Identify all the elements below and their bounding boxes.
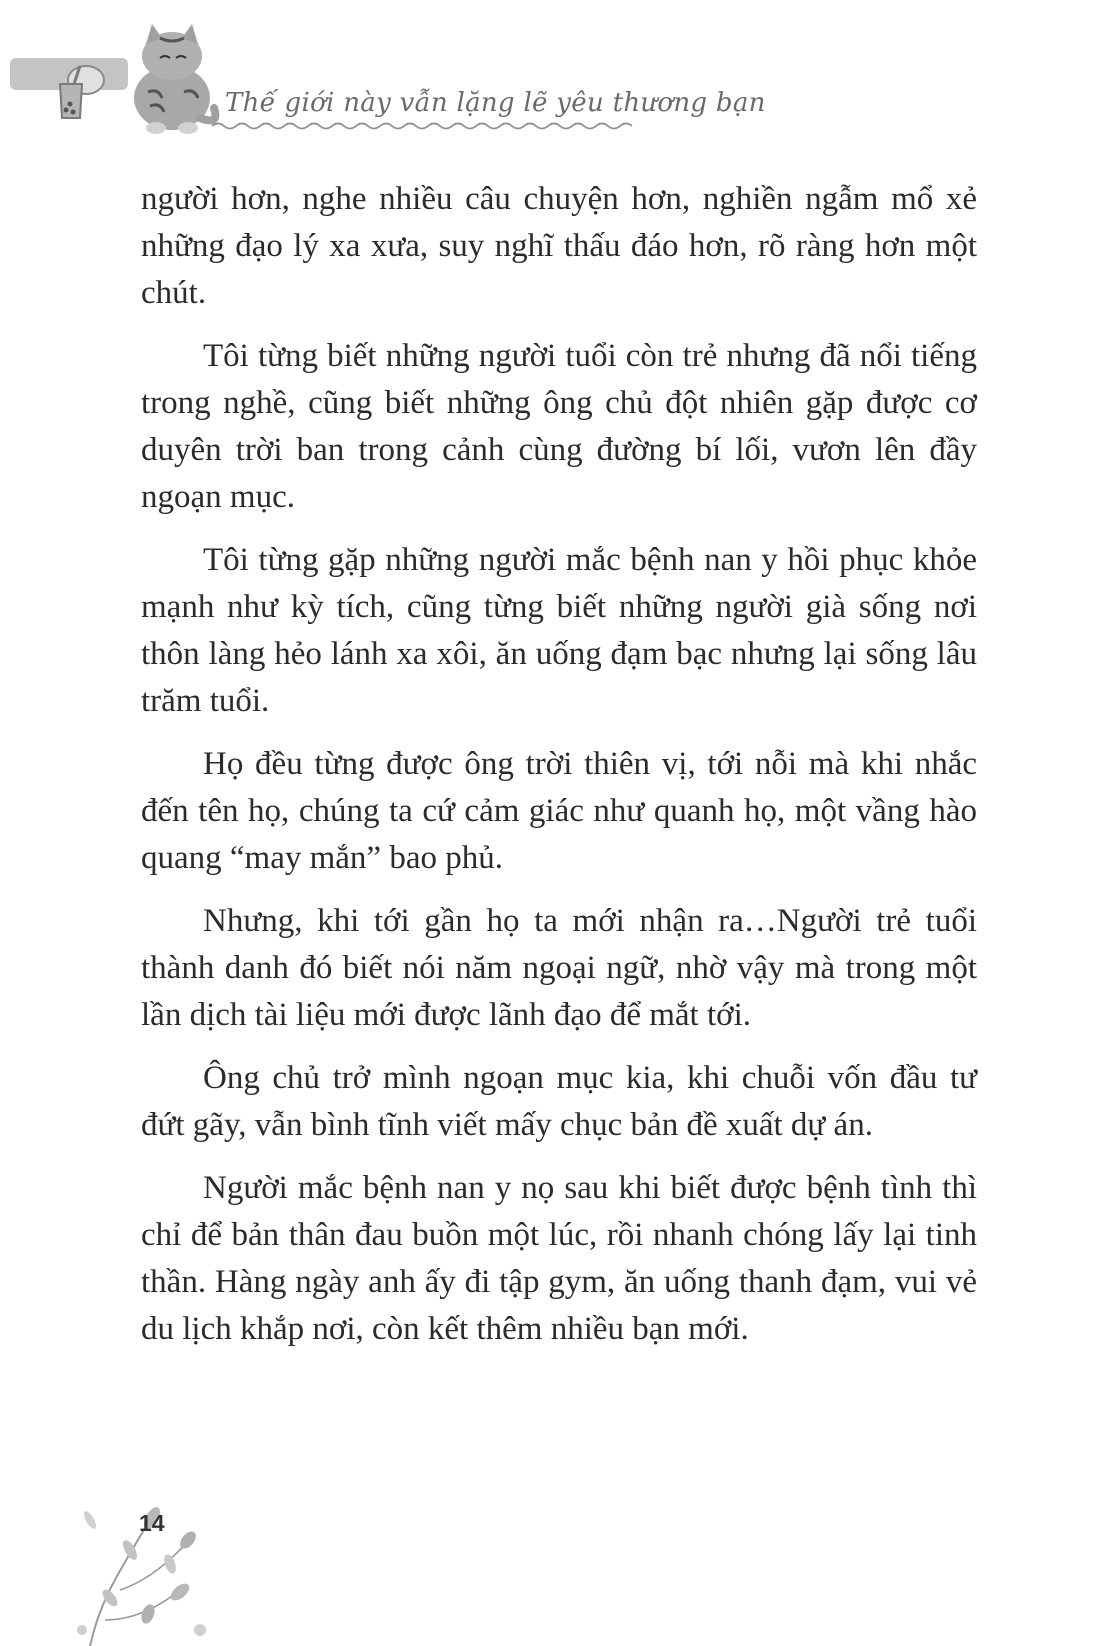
paragraph: Nhưng, khi tới gần họ ta mới nhận ra…Người trẻ tuổi thành danh đó biết nói năm ngoại ngữ, nhờ vậy mà trong một lần dịch tài liệu mới được lãnh đạo để mắt tới. (141, 903, 977, 1033)
page-number: 14 (139, 1510, 165, 1536)
paragraph: người hơn, nghe nhiều câu chuyện hơn, nghiền ngẫm mổ xẻ những đạo lý xa xưa, suy nghĩ thấu đáo hơn, rõ ràng hơn một chút. (141, 181, 977, 311)
cat-hand-bubble-tea-icon (0, 0, 660, 160)
floral-branch-icon (60, 1480, 220, 1646)
paragraph: Người mắc bệnh nan y nọ sau khi biết được bệnh tình thì chỉ để bản thân đau buồn một lúc, rồi nhanh chóng lấy lại tinh thần. Hàng ngày anh ấy đi tập gym, ăn uống thanh đạm, vui vẻ du lịch khắp nơi, còn kết thêm nhiều bạn mới. (141, 1170, 977, 1347)
running-header-title: Thế giới này vẫn lặng lẽ yêu thương bạn (225, 88, 766, 118)
paragraph: Họ đều từng được ông trời thiên vị, tới nỗi mà khi nhắc đến tên họ, chúng ta cứ cảm giác như quanh họ, một vầng hào quang “may mắn” bao phủ. (141, 746, 977, 876)
paragraph: Ông chủ trở mình ngoạn mục kia, khi chuỗi vốn đầu tư đứt gãy, vẫn bình tĩnh viết mấy chục bản đề xuất dự án. (141, 1060, 977, 1143)
paragraph: Tôi từng biết những người tuổi còn trẻ nhưng đã nổi tiếng trong nghề, cũng biết những ông chủ đột nhiên gặp được cơ duyên trời ban trong cảnh cùng đường bí lối, vươn lên đầy ngoạn mục. (141, 338, 977, 515)
paragraph: Tôi từng gặp những người mắc bệnh nan y hồi phục khỏe mạnh như kỳ tích, cũng từng biết những người già sống nơi thôn làng hẻo lánh xa xôi, ăn uống đạm bạc nhưng lại sống lâu trăm tuổi. (141, 542, 977, 719)
page-header (0, 0, 1119, 160)
body-text (141, 176, 977, 1369)
